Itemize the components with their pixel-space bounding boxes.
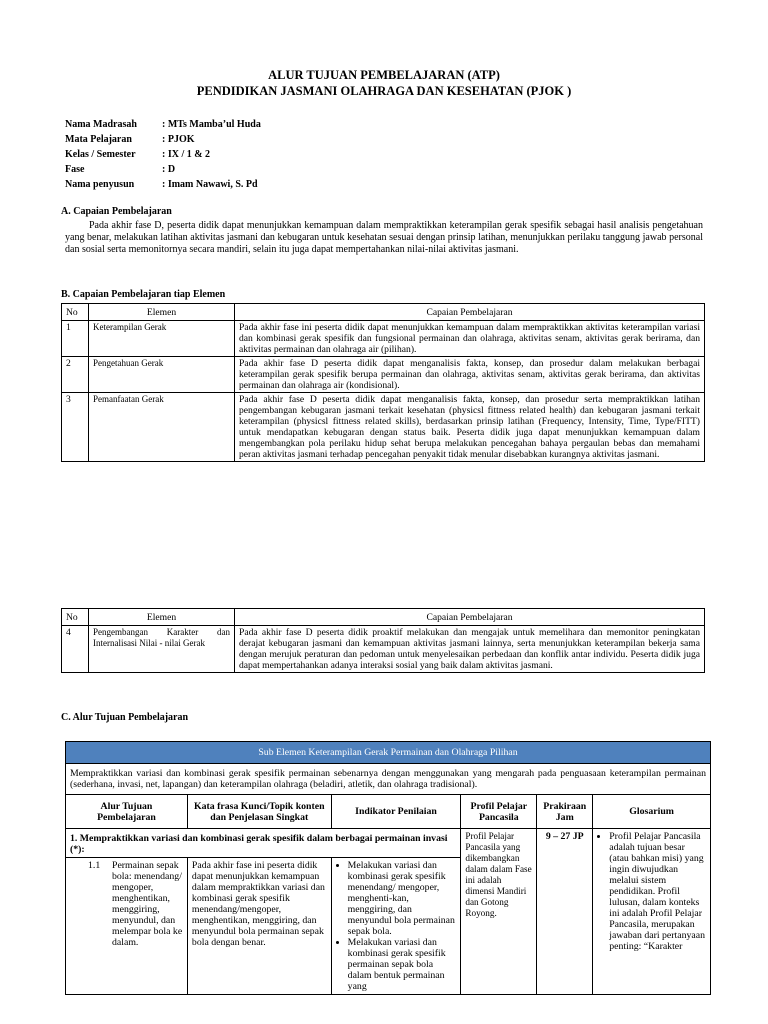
table-header-row	[62, 609, 705, 626]
atp-row1-title: 1. Mempraktikkan variasi dan kombinasi gerak spesifik dalam berbagai permainan invasi (*):	[66, 829, 461, 858]
col-header-cp: Capaian Pembelajaran	[235, 304, 705, 321]
row-elemen: Pengembangan Karakter dan Internalisasi Nilai - nilai Gerak	[89, 626, 235, 673]
table-row	[62, 321, 705, 357]
row-elemen: Pemanfaatan Gerak	[89, 393, 235, 462]
info-key: Nama penyusun	[65, 179, 135, 190]
col-header-profil: Profil Pelajar Pancasila	[461, 795, 537, 829]
info-value: : Imam Nawawi, S. Pd	[162, 179, 258, 190]
info-row	[65, 134, 261, 149]
col-header-glosarium: Glosarium	[593, 795, 711, 829]
table-row	[62, 357, 705, 393]
row-cp: Pada akhir fase ini peserta didik dapat menunjukkan kemampuan dalam mempraktikkan aktivitas keterampilan variasi dan kombinasi gerak spesifik dan fungsional permainan dan olahraga, aktivitas senam, aktivitas gerak berirama, dan aktivitas permainan dan olahraga air (pilihan).	[235, 321, 705, 357]
info-row	[65, 149, 261, 164]
sub-atp-number: 1.1	[88, 860, 101, 871]
sub-atp-text: Permainan sepak bola: menendang/ mengoper, menghentikan, menggiring, menyundul, dan melempar bola ke dalam.	[112, 860, 183, 948]
col-header-indikator: Indikator Penilaian	[331, 795, 461, 829]
info-key: Nama Madrasah	[65, 119, 137, 130]
cp-element-table-continued	[61, 608, 705, 673]
info-value: : D	[162, 164, 176, 175]
info-row	[65, 119, 261, 134]
info-value: : IX / 1 & 2	[162, 149, 211, 160]
col-header-kata-kunci: Kata frasa Kunci/Topik konten dan Penjelasan Singkat	[187, 795, 331, 829]
indikator-cell	[331, 858, 461, 995]
atp-header-row	[66, 795, 711, 829]
row-cp: Pada akhir fase D peserta didik dapat menganalisis fakta, konsep, dan prosedur serta mempraktikkan latihan pengembangan kebugaran jasmani terkait kesehatan (physicsl fittness related health) dan kebugaran jasmani terkait keterampilan (physicsl fittness related skills), berdasarkan prinsip latihan (Frequency, Intensity, Time, Type/FITT) untuk mendapatkan kebugaran dengan status baik. Peserta didik juga dapat menunjukkan kemampuan dalam mengembangkan pola perilaku hidup sehat berupa melakukan pencegahan bahaya pergaulan bebas dan memahami peran aktivitas jasmani terhadap pencegahan penyakit tidak menular disebabkan kurangnya aktivitas jasmani.	[235, 393, 705, 462]
col-header-no: No	[62, 304, 89, 321]
profil-pelajar-cell: Profil Pelajar Pancasila yang dikembangkan dalam dalam Fase ini adalah dimensi Mandiri dan Gotong Royong.	[461, 829, 537, 995]
col-header-cp: Capaian Pembelajaran	[235, 609, 705, 626]
row-no: 3	[62, 393, 89, 462]
row-no: 2	[62, 357, 89, 393]
row-no: 4	[62, 626, 89, 673]
indikator-item: • Melakukan variasi dan kombinasi gerak spesifik menendang/ mengoper, menghenti-kan, menggiring, dan menyundul bola permainan sepak bola.	[348, 860, 457, 937]
atp-description: Mempraktikkan variasi dan kombinasi gerak spesifik permainan sebenarnya dengan menggunakan yang mengarah pada penguasaan keterampilan permainan (sederhana, invasi, net, lapangan) dan keterampilan olahraga (beladiri, atletik, dan olahraga tradisional).	[66, 764, 711, 795]
atp-banner: Sub Elemen Keterampilan Gerak Permainan dan Olahraga Pilihan	[66, 742, 711, 764]
col-header-elemen: Elemen	[89, 609, 235, 626]
kata-kunci-cell: Pada akhir fase ini peserta didik dapat menunjukkan kemampuan dalam mempraktikkan variasi dan kombinasi gerak spesifik menendang/mengoper, menghentikan, menggiring, dan menyundul bola permainan sepak bola dengan benar.	[187, 858, 331, 995]
section-c-heading: C. Alur Tujuan Pembelajaran	[61, 712, 189, 723]
cp-element-table	[61, 303, 705, 462]
table-row	[62, 626, 705, 673]
info-value: : MTs Mamba’ul Huda	[162, 119, 261, 130]
row-elemen: Keterampilan Gerak	[89, 321, 235, 357]
glosarium-item: • Profil Pelajar Pancasila adalah tujuan besar (atau bahkan misi) yang ingin diwujudkan melalui sistem pendidikan. Profil lulusan, dalam konteks ini adalah Profil Pelajar Pancasila, merupakan jawaban dari pertanyaan penting: “Karakter	[609, 831, 706, 952]
col-header-no: No	[62, 609, 89, 626]
atp-table	[65, 741, 711, 995]
info-key: Fase	[65, 164, 85, 175]
table-row	[62, 393, 705, 462]
indikator-item: • Melakukan variasi dan kombinasi gerak spesifik permainan sepak bola dalam bentuk permainan yang	[348, 937, 457, 992]
info-row	[65, 179, 261, 194]
info-key: Kelas / Semester	[65, 149, 136, 160]
col-header-jam: Prakiraan Jam	[537, 795, 593, 829]
row-no: 1	[62, 321, 89, 357]
row-elemen: Pengetahuan Gerak	[89, 357, 235, 393]
col-header-elemen: Elemen	[89, 304, 235, 321]
glosarium-cell	[593, 829, 711, 995]
info-row	[65, 164, 261, 179]
row-cp: Pada akhir fase D peserta didik dapat menganalisis fakta, konsep, dan prosedur dalam melakukan berbagai keterampilan gerak spesifik berupa permainan dan olahraga, aktivitas senam, aktivitas gerak berirama, dan aktivitas permainan dan olahraga air (kondisional).	[235, 357, 705, 393]
document-title-line2: PENDIDIKAN JASMANI OLAHRAGA DAN KESEHATAN (PJOK )	[196, 84, 572, 98]
table-header-row	[62, 304, 705, 321]
col-header-atp: Alur Tujuan Pembelajaran	[66, 795, 188, 829]
table-row	[66, 829, 711, 858]
document-title-line1: ALUR TUJUAN PEMBELAJARAN (ATP)	[268, 68, 500, 82]
section-a-text: Pada akhir fase D, peserta didik dapat menunjukkan kemampuan dalam mempraktikkan keterampilan gerak spesifik sebagai hasil analisis pengetahuan yang benar, melakukan latihan aktivitas jasmani dan kebugaran untuk kesehatan sesuai dengan prinsip latihan, menunjukkan perilaku tanggung jawab personal dan sosial serta memonitornya secara mandiri, selain itu juga dapat mempertahankan nilai-nilai aktivitas jasmani.	[65, 220, 703, 255]
section-a-heading: A. Capaian Pembelajaran	[61, 206, 172, 217]
info-value: : PJOK	[162, 134, 195, 145]
info-key: Mata Pelajaran	[65, 134, 132, 145]
sub-atp-cell	[66, 858, 188, 995]
row-cp: Pada akhir fase D peserta didik proaktif melakukan dan mengajak untuk memelihara dan memonitor peningkatan derajat kebugaran jasmani dan kemampuan aktivitas jasmani lainnya, serta menunjukkan keterampilan bekerja sama dengan merujuk peraturan dan pedoman untuk menyelesaikan perbedaan dan konflik antar individu. Peserta didik juga dapat mempertahankan adanya interaksi sosial yang baik dalam aktivitas jasmani.	[235, 626, 705, 673]
identity-block	[65, 119, 261, 194]
section-b-heading: B. Capaian Pembelajaran tiap Elemen	[61, 289, 226, 300]
prakiraan-jam-cell: 9 – 27 JP	[537, 829, 593, 995]
